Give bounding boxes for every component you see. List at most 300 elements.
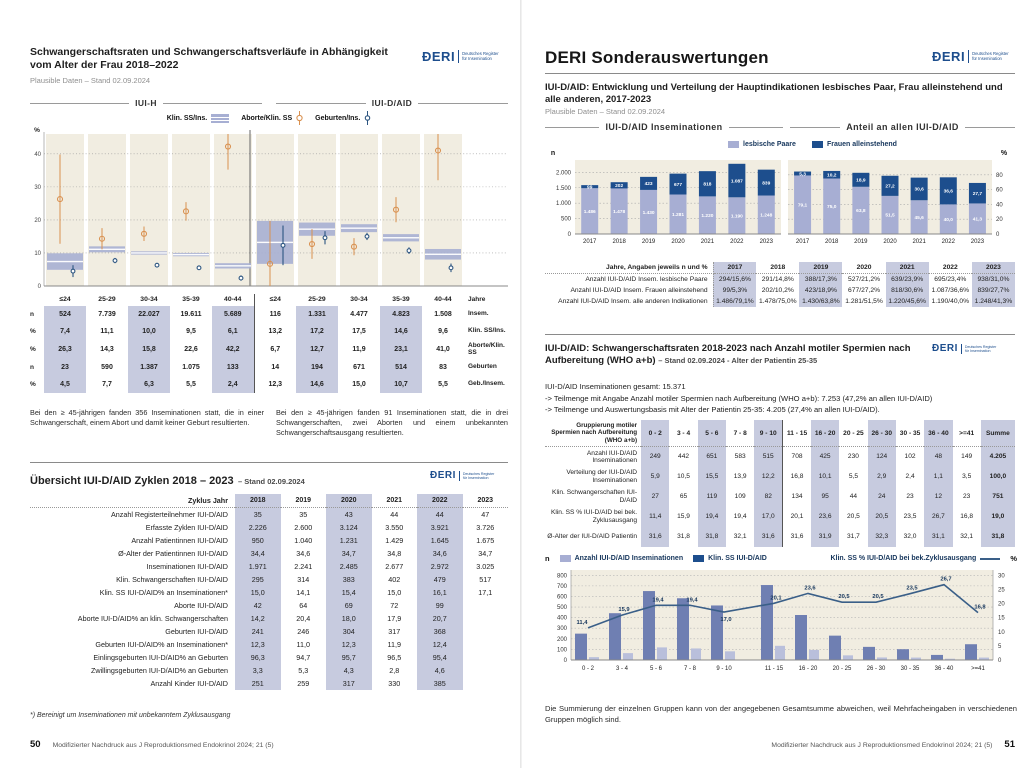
table-row xyxy=(30,560,508,573)
table-cell: 1,1 xyxy=(924,467,952,487)
deri-logo-tagline: Deutsches Register für Insemination xyxy=(964,344,997,353)
svg-text:63,8: 63,8 xyxy=(856,209,866,215)
left-title-line2: vom Alter der Frau 2018–2022 xyxy=(30,58,179,71)
table-cell: 3,3 xyxy=(235,664,281,677)
table-cell: Klin. SS IUI-D/AID% an Inseminationen* xyxy=(99,588,228,597)
table-cell: 4,5 xyxy=(44,376,86,393)
svg-text:19,4: 19,4 xyxy=(686,597,698,604)
table-row xyxy=(30,376,508,393)
table-cell: 27 xyxy=(641,487,669,507)
table-cell: Aborte IUI-D/AID% an klin. Schwangerschaften xyxy=(77,614,228,623)
svg-text:1.281: 1.281 xyxy=(671,213,685,219)
plot-area xyxy=(34,127,508,290)
table-cell: 241 xyxy=(235,625,281,638)
table-cell: Geburten xyxy=(468,363,497,371)
table-cell: 14,3 xyxy=(100,345,114,353)
dark-swatch-icon xyxy=(812,141,823,148)
svg-text:677: 677 xyxy=(673,182,683,188)
svg-text:5: 5 xyxy=(998,643,1002,650)
table-cell: 3.921 xyxy=(417,521,463,534)
table-cell: Geb./Insem. xyxy=(468,380,505,388)
table-cell: 2,9 xyxy=(868,467,896,487)
dark-swatch-icon xyxy=(693,555,704,562)
table-cell: 19,4 xyxy=(733,513,747,521)
svg-text:2018: 2018 xyxy=(825,239,839,245)
table-cell: 16,8 xyxy=(783,467,811,487)
svg-text:20: 20 xyxy=(34,217,41,224)
table-cell: 20,7 xyxy=(417,612,463,625)
table-cell: 294/15,6% xyxy=(713,274,756,286)
table-cell: Geburten IUI-D/AID xyxy=(165,627,228,636)
table-cell: 6,7 xyxy=(254,340,296,359)
panel-title-iui-d-aid: IUI-D/AID xyxy=(276,98,508,108)
table-cell: 32,1 xyxy=(960,533,974,541)
table-row xyxy=(30,534,508,547)
left-page-title xyxy=(30,46,440,71)
table-cell: 14 xyxy=(254,359,296,376)
table-cell: 3.025 xyxy=(476,562,495,571)
table-row xyxy=(30,677,508,690)
table-cell: 17,9 xyxy=(387,614,402,623)
svg-text:1.486: 1.486 xyxy=(583,209,596,215)
plot-area xyxy=(557,570,1005,672)
table-cell: Anzahl IUI-D/AID Insem. Frauen alleinstehend xyxy=(545,285,713,296)
table-cell: Ø-Alter der IUI-D/AID Patientin xyxy=(547,533,638,541)
table-cell: 4,3 xyxy=(326,664,372,677)
deri-logo-divider xyxy=(459,471,460,481)
table-cell: 15,5 xyxy=(698,467,726,487)
table-header-cell: 36 - 40 xyxy=(924,420,952,447)
table-cell: Anzahl IUI-D/AID Insem. lesbische Paare xyxy=(545,274,713,286)
svg-text:1.190: 1.190 xyxy=(730,214,743,220)
table-cell: 15,8 xyxy=(128,340,170,359)
deri-logo-text: ÐERI xyxy=(422,49,456,64)
svg-text:27,7: 27,7 xyxy=(972,191,983,197)
band-swatch-icon xyxy=(211,114,229,123)
table-header-cell: ≤24 xyxy=(59,296,71,304)
light-swatch-icon xyxy=(728,141,739,148)
svg-text:0: 0 xyxy=(998,658,1002,664)
table-cell: 4.205 xyxy=(981,447,1015,467)
intro-line-1: IUI-D/AID Inseminationen gesamt: 15.371 xyxy=(545,382,686,391)
table-row xyxy=(30,573,508,586)
table-cell: 1.190/40,0% xyxy=(931,298,970,305)
svg-text:11,4: 11,4 xyxy=(576,619,588,626)
table-cell: 124 xyxy=(868,447,896,467)
table-cell: 133 xyxy=(212,359,254,376)
table-cell: 1.430/63,8% xyxy=(799,296,842,307)
table-header-cell: ≤24 xyxy=(254,294,296,306)
svg-text:400: 400 xyxy=(556,615,567,622)
table-cell xyxy=(463,599,509,612)
table-cell: 19,4 xyxy=(698,507,726,527)
table-cell: 23 xyxy=(963,493,971,501)
legend-item-geburten: Geburten/Ins. xyxy=(315,111,371,125)
svg-text:26 - 30: 26 - 30 xyxy=(866,666,886,672)
table-header-cell: Summe xyxy=(981,420,1015,447)
svg-text:23,6: 23,6 xyxy=(804,585,816,592)
table-cell: 99/5,3% xyxy=(713,285,756,296)
footer-text: Modifizierter Nachdruck aus J Reproduktionsmed Endokrinol 2024; 21 (5) xyxy=(52,742,274,749)
table-cell: 1.248/41,3% xyxy=(972,296,1015,307)
table-cell: 442 xyxy=(678,453,690,461)
table-cell: 13,9 xyxy=(733,473,747,481)
table-cell: Aborte/Klin. SS xyxy=(468,341,505,356)
table-cell: Aborte IUI-D/AID xyxy=(174,601,228,610)
table-cell: 31,6 xyxy=(754,527,782,547)
svg-text:100: 100 xyxy=(556,647,567,654)
table-cell: 1.645 xyxy=(417,534,463,547)
table-cell: 515 xyxy=(754,447,782,467)
page-number: 50 xyxy=(30,739,41,750)
svg-text:10: 10 xyxy=(34,250,41,257)
svg-text:300: 300 xyxy=(556,626,567,633)
svg-text:2023: 2023 xyxy=(970,239,985,245)
table-cell: 20,5 xyxy=(847,513,860,521)
svg-text:30,6: 30,6 xyxy=(914,187,924,193)
table-cell: 1.508 xyxy=(434,310,452,318)
title-rule-left xyxy=(30,103,129,104)
svg-text:20 - 25: 20 - 25 xyxy=(832,666,852,672)
svg-text:%: % xyxy=(34,127,40,134)
table-cell: 5,5 xyxy=(848,473,858,481)
table-cell: 23,6 xyxy=(811,507,839,527)
table-cell: 2,4 xyxy=(905,473,915,481)
table-cell: Einlingsgeburten IUI-D/AID% an Geburten xyxy=(93,653,228,662)
table-cell: 3,5 xyxy=(962,473,972,481)
table-row xyxy=(545,296,1015,307)
table-cell: 479 xyxy=(417,573,463,586)
svg-text:10: 10 xyxy=(998,629,1005,636)
table-cell: Klin. SS/Ins. xyxy=(468,327,506,335)
table-cell: 9,5 xyxy=(186,327,196,335)
table-cell: 12 xyxy=(924,487,952,507)
deri-logo xyxy=(430,471,494,481)
anteil-chart-title: Anteil an allen IUI-D/AID xyxy=(790,122,1015,132)
table-cell: 22,6 xyxy=(184,345,198,353)
deri-logo-tagline: Deutsches Register für Insemination xyxy=(462,50,499,61)
table-cell: 7,7 xyxy=(102,380,112,388)
svg-text:1.000: 1.000 xyxy=(555,201,571,208)
spermien-bar-line-chart xyxy=(545,564,1019,692)
table-header-cell: 2022 xyxy=(929,262,972,274)
svg-text:16,8: 16,8 xyxy=(974,604,986,611)
table-cell: 134 xyxy=(783,487,811,507)
table-cell: 14,2 xyxy=(235,612,281,625)
table-cell: 43 xyxy=(326,508,372,522)
table-row xyxy=(545,487,1015,507)
indikationen-table xyxy=(545,262,1015,307)
table-cell: 17,2 xyxy=(296,323,338,340)
table-cell: 22.027 xyxy=(128,306,170,323)
svg-text:9 - 10: 9 - 10 xyxy=(716,666,732,672)
table-cell: 32,0 xyxy=(903,533,917,541)
svg-text:2.000: 2.000 xyxy=(555,170,571,177)
table-header-cell: 2020 xyxy=(326,494,372,508)
table-cell: 1.486/79,1% xyxy=(713,296,756,307)
zyklen-overview-table xyxy=(30,494,508,690)
svg-text:11 - 15: 11 - 15 xyxy=(764,666,784,672)
legend-item-inseminationen: Anzahl IUI-D/AID Inseminationen xyxy=(560,555,684,562)
svg-text:5 - 6: 5 - 6 xyxy=(649,666,663,672)
table-header-cell: 2023 xyxy=(463,494,509,508)
table-row xyxy=(30,494,508,508)
table-cell: 15,0 xyxy=(235,586,281,599)
table-cell: 26,3 xyxy=(44,340,86,359)
table-cell: 31,8 xyxy=(677,533,690,541)
table-cell: 11,4 xyxy=(641,507,669,527)
deri-logo xyxy=(422,50,499,63)
legend-item-line: Klin. SS % IUI-D/AID bei bek.Zyklusausgang xyxy=(830,555,1000,562)
table-row xyxy=(30,664,508,677)
svg-text:5,3: 5,3 xyxy=(799,172,806,178)
table-row xyxy=(30,359,508,376)
alter-interval-chart xyxy=(30,126,508,298)
spermien-section-title: IUI-D/AID: Schwangerschaftsraten 2018-2023 nach Anzahl motiler Spermien nach Aufbereitung (WHO a+b) – Stand 02.09.2024 - Alter der Patientin 25-35 xyxy=(545,343,911,366)
table-cell: 2.677 xyxy=(385,562,404,571)
table-cell: 230 xyxy=(847,453,859,461)
svg-text:2021: 2021 xyxy=(700,239,715,245)
table-header-cell: Gruppierung motiler Spermien nach Aufbereitung (WHO a+b) xyxy=(545,420,641,447)
table-row xyxy=(545,447,1015,467)
table-cell: 950 xyxy=(235,534,281,547)
table-row xyxy=(545,285,1015,296)
table-cell: 17,1 xyxy=(478,588,493,597)
panel-title-iui-h: IUI-H xyxy=(30,98,262,108)
table-cell: 11,1 xyxy=(100,327,114,335)
table-cell: 1.387 xyxy=(128,359,170,376)
page-number: 51 xyxy=(1004,739,1015,750)
table-cell: 31,7 xyxy=(847,533,860,541)
svg-text:18,9: 18,9 xyxy=(856,178,866,184)
table-cell: 1.087/36,6% xyxy=(931,287,970,294)
table-cell: 1.478/75,0% xyxy=(759,298,797,305)
table-row xyxy=(30,340,508,359)
insem-chart-title: IUI-D/AID Inseminationen xyxy=(545,122,783,132)
table-header-cell: 2017 xyxy=(713,262,756,274)
table-cell xyxy=(463,625,509,638)
svg-text:17,0: 17,0 xyxy=(720,617,732,624)
svg-text:30 - 35: 30 - 35 xyxy=(900,666,920,672)
table-cell: 10,5 xyxy=(677,473,690,481)
table-header-cell: 25-29 xyxy=(308,296,326,304)
table-cell: 96,3 xyxy=(235,651,281,664)
table-cell: 102 xyxy=(904,453,916,461)
table-cell: 20,5 xyxy=(868,507,896,527)
table-cell: n xyxy=(30,363,34,371)
svg-text:36 - 40: 36 - 40 xyxy=(934,666,954,672)
deri-logo xyxy=(932,344,996,354)
table-cell: 314 xyxy=(297,575,310,584)
right-page-footer xyxy=(545,739,1015,750)
table-cell: 23 xyxy=(44,359,86,376)
legend-item-klinss: Klin. SS/Ins. xyxy=(167,114,229,123)
table-cell: 5,5 xyxy=(186,380,196,388)
table-cell: 20,1 xyxy=(783,507,811,527)
table-cell: 5,5 xyxy=(438,380,448,388)
table-cell: 95,7 xyxy=(326,651,372,664)
table-cell: % xyxy=(30,380,36,388)
table-cell: 425 xyxy=(811,447,839,467)
note-iui-d-aid: Bei den ≥ 45-jährigen fanden 91 Inseminationen statt, die in drei Schwangerschaften, zwei Aborten und einem unbekannten Schwangerschaftsausgang resultierten. xyxy=(276,408,508,437)
note-iui-h: Bei den ≥ 45-jährigen fanden 356 Inseminationen statt, die in einer Schwangerschaft, einem Abort und damit keiner Geburt resultierten. xyxy=(30,408,264,427)
table-cell: n xyxy=(30,310,34,318)
blue-marker-icon xyxy=(364,111,371,125)
table-cell: 524 xyxy=(44,306,86,323)
table-cell: 100,0 xyxy=(981,467,1015,487)
deri-logo-divider xyxy=(961,344,962,354)
table-header-cell: 9 - 10 xyxy=(754,420,782,447)
svg-text:7 - 8: 7 - 8 xyxy=(683,666,697,672)
svg-text:600: 600 xyxy=(556,594,567,601)
svg-text:1.478: 1.478 xyxy=(613,210,626,216)
table-row xyxy=(30,651,508,664)
table-row xyxy=(545,262,1015,274)
table-header-cell: 2018 xyxy=(756,262,799,274)
indik-subtitle: Plausible Daten – Stand 02.09.2024 xyxy=(545,107,666,116)
section-divider-rule xyxy=(545,334,1015,335)
table-row xyxy=(30,547,508,560)
table-row xyxy=(30,521,508,534)
svg-text:2019: 2019 xyxy=(641,239,656,245)
alter-chart-legend xyxy=(30,111,508,125)
table-cell: 34,6 xyxy=(417,547,463,560)
svg-text:2022: 2022 xyxy=(730,239,744,245)
table-cell: Klin. SS % IUI-D/AID bei bek. Zyklusausgang xyxy=(550,509,638,524)
table-cell: 295 xyxy=(235,573,281,586)
table-cell: 3.550 xyxy=(385,523,404,532)
table-cell: % xyxy=(30,327,36,335)
spermien-data-table xyxy=(545,420,1015,547)
table-cell: 1.040 xyxy=(294,536,313,545)
table-cell: 12,3 xyxy=(326,638,372,651)
table-cell: 1.429 xyxy=(385,536,404,545)
table-cell: 16,8 xyxy=(960,513,974,521)
table-cell: Anzahl Patientinnen IUI-D/AID xyxy=(131,536,228,545)
svg-text:15,9: 15,9 xyxy=(618,607,630,614)
table-cell: 44 xyxy=(849,493,858,501)
table-header-cell: 16 - 20 xyxy=(811,420,839,447)
left-axis-label: n xyxy=(545,554,550,563)
legend-item-aborte: Aborte/Klin. SS xyxy=(241,111,303,125)
table-cell: 95,4 xyxy=(417,651,463,664)
table-cell: 677/27,2% xyxy=(848,287,881,294)
svg-text:41,3: 41,3 xyxy=(972,217,983,223)
table-cell: 651 xyxy=(698,447,726,467)
table-row xyxy=(30,294,508,306)
table-cell: 34,4 xyxy=(235,547,281,560)
svg-text:500: 500 xyxy=(560,216,571,223)
table-row xyxy=(545,507,1015,527)
table-cell: 32,3 xyxy=(868,527,896,547)
insem-stacked-bar-chart xyxy=(545,138,787,252)
table-cell: 517 xyxy=(479,575,492,584)
table-cell: 2.241 xyxy=(294,562,313,571)
svg-text:20: 20 xyxy=(998,601,1005,608)
table-cell: 23,5 xyxy=(903,513,917,521)
table-cell: 304 xyxy=(326,625,372,638)
table-cell: 42,2 xyxy=(212,340,254,359)
table-cell: 35 xyxy=(299,510,308,519)
svg-text:20: 20 xyxy=(996,217,1003,224)
table-cell: 149 xyxy=(961,453,973,461)
table-cell: 5.689 xyxy=(212,306,254,323)
table-cell: 72 xyxy=(390,601,399,610)
table-row xyxy=(545,420,1015,447)
table-cell xyxy=(463,638,509,651)
svg-text:25: 25 xyxy=(998,587,1005,594)
table-cell: 2.485 xyxy=(326,560,372,573)
table-cell: Zwillingsgeburten IUI-D/AID% an Geburten xyxy=(90,666,228,675)
svg-text:80: 80 xyxy=(996,172,1003,179)
table-header-cell: 30 - 35 xyxy=(896,420,924,447)
table-cell: 18,0 xyxy=(326,612,372,625)
spermien-chart-legend xyxy=(545,554,1017,563)
deri-logo xyxy=(932,50,1009,63)
deri-logo-tagline: Deutsches Register für Insemination xyxy=(462,471,495,480)
table-header-cell: 26 - 30 xyxy=(868,420,896,447)
summation-note: Die Summierung der einzelnen Gruppen kann von der angegebenen Gesamtsumme abweichen, weil Mehrfacheingaben in verschiedenen Gruppen möglich sind. xyxy=(545,704,1017,724)
svg-text:20,1: 20,1 xyxy=(770,595,782,602)
table-cell: 17,5 xyxy=(352,327,366,335)
svg-text:16 - 20: 16 - 20 xyxy=(798,666,818,672)
svg-text:0: 0 xyxy=(563,658,567,664)
svg-text:19,4: 19,4 xyxy=(652,597,664,604)
title-rule-left xyxy=(545,127,599,128)
svg-text:30: 30 xyxy=(998,573,1005,580)
table-row xyxy=(30,508,508,522)
table-header-cell xyxy=(30,294,44,306)
table-header-cell: 5 - 6 xyxy=(698,420,726,447)
svg-text:0: 0 xyxy=(567,232,571,238)
table-cell: 23,1 xyxy=(380,340,422,359)
table-cell: 383 xyxy=(326,573,372,586)
svg-text:51,5: 51,5 xyxy=(885,213,895,219)
table-row xyxy=(30,599,508,612)
intro-line-3: -> Teilmenge und Auswertungsbasis mit Alter der Patientin 25-35: 4.205 (27,4% an allen IUI-D/AID). xyxy=(545,405,880,414)
svg-text:0 - 2: 0 - 2 xyxy=(581,666,595,672)
table-cell: 15,0 xyxy=(387,588,402,597)
svg-text:n: n xyxy=(550,150,556,157)
table-cell: 16,1 xyxy=(417,586,463,599)
table-cell: 12,3 xyxy=(254,376,296,393)
svg-text:202: 202 xyxy=(615,184,624,190)
table-header-cell: 30-34 xyxy=(140,296,158,304)
table-cell: 3.124 xyxy=(326,521,372,534)
table-cell: 2.226 xyxy=(235,521,281,534)
table-cell: 12,7 xyxy=(296,340,338,359)
table-cell: Klin. Schwangerschaften IUI-D/AID xyxy=(116,575,228,584)
table-cell: 31,8 xyxy=(981,527,1015,547)
table-row xyxy=(30,586,508,599)
table-cell: 249 xyxy=(641,447,669,467)
table-cell: 1.220/45,6% xyxy=(886,296,929,307)
title-rule-left xyxy=(276,103,366,104)
svg-text:23,5: 23,5 xyxy=(906,585,918,592)
table-header-cell: 25-29 xyxy=(98,296,116,304)
svg-text:2020: 2020 xyxy=(671,239,685,245)
svg-text:839: 839 xyxy=(762,181,771,187)
table-cell: 4,6 xyxy=(417,664,463,677)
table-cell: 385 xyxy=(417,677,463,690)
table-header-cell: 2019 xyxy=(799,262,842,274)
svg-text:10,2: 10,2 xyxy=(827,173,837,179)
page-divider xyxy=(520,0,522,768)
table-cell xyxy=(463,612,509,625)
table-header-cell: 2021 xyxy=(886,262,929,274)
svg-text:818: 818 xyxy=(703,182,712,188)
table-cell: 1.331 xyxy=(296,306,338,323)
